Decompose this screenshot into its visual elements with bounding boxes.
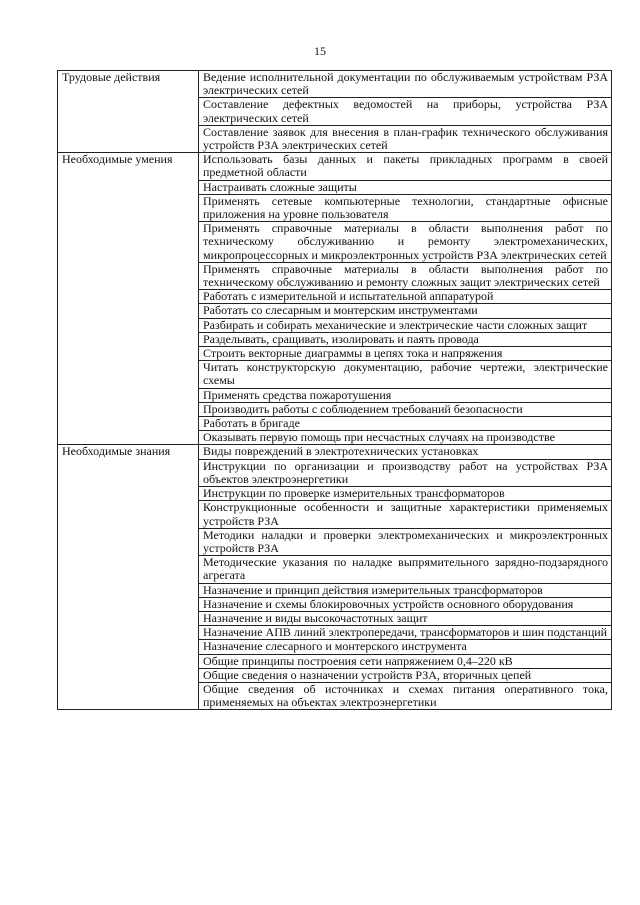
requirement-item: Виды повреждений в электротехнических установках	[199, 445, 612, 459]
requirement-item: Общие сведения об источниках и схемах питания оперативного тока, применяемых на объектах электроэнергетики	[199, 682, 612, 709]
requirement-item: Назначение и принцип действия измерительных трансформаторов	[199, 583, 612, 597]
requirement-item: Строить векторные диаграммы в цепях тока и напряжения	[199, 347, 612, 361]
requirement-item: Работать со слесарным и монтерским инструментами	[199, 304, 612, 318]
requirement-item: Инструкции по организации и производству работ на устройствах РЗА объектов электроэнергетики	[199, 459, 612, 486]
requirement-item: Работать в бригаде	[199, 417, 612, 431]
requirement-item: Инструкции по проверке измерительных трансформаторов	[199, 487, 612, 501]
requirement-item: Общие принципы построения сети напряжением 0,4–220 кВ	[199, 654, 612, 668]
requirement-item: Производить работы с соблюдением требований безопасности	[199, 402, 612, 416]
table-row	[58, 153, 612, 180]
requirement-item: Назначение и виды высокочастотных защит	[199, 611, 612, 625]
table-row	[58, 445, 612, 459]
requirement-item: Применять средства пожаротушения	[199, 388, 612, 402]
requirement-item: Общие сведения о назначении устройств РЗА, вторичных цепей	[199, 668, 612, 682]
requirement-item: Применять справочные материалы в области выполнения работ по техническому обслуживанию и ремонту сложных защит электрических сетей	[199, 262, 612, 289]
requirement-item: Использовать базы данных и пакеты прикладных программ в своей предметной области	[199, 153, 612, 180]
section-label: Необходимые знания	[58, 445, 199, 710]
requirement-item: Составление заявок для внесения в план-график технического обслуживания устройств РЗА электрических сетей	[199, 125, 612, 152]
section-label: Необходимые умения	[58, 153, 199, 445]
requirement-item: Применять сетевые компьютерные технологии, стандартные офисные приложения на уровне пользователя	[199, 194, 612, 221]
requirement-item: Оказывать первую помощь при несчастных случаях на производстве	[199, 431, 612, 445]
requirement-item: Читать конструкторскую документацию, рабочие чертежи, электрические схемы	[199, 361, 612, 388]
requirement-item: Применять справочные материалы в области выполнения работ по техническому обслуживанию и ремонту электромеханических, микропроцессорных и микроэлектронных устройств РЗА электрических сетей	[199, 222, 612, 263]
page-number: 15	[314, 44, 326, 58]
requirement-item: Ведение исполнительной документации по обслуживаемым устройствам РЗА электрических сетей	[199, 71, 612, 98]
requirement-item: Назначение и схемы блокировочных устройств основного оборудования	[199, 597, 612, 611]
table-row	[58, 71, 612, 98]
requirement-item: Назначение слесарного и монтерского инструмента	[199, 640, 612, 654]
requirement-item: Настраивать сложные защиты	[199, 180, 612, 194]
requirement-item: Работать с измерительной и испытательной аппаратурой	[199, 290, 612, 304]
section-label: Трудовые действия	[58, 71, 199, 153]
requirement-item: Составление дефектных ведомостей на приборы, устройства РЗА электрических сетей	[199, 98, 612, 125]
requirements-table	[57, 70, 612, 710]
requirement-item: Назначение АПВ линий электропередачи, трансформаторов и шин подстанций	[199, 626, 612, 640]
requirement-item: Конструкционные особенности и защитные характеристики применяемых устройств РЗА	[199, 501, 612, 528]
requirement-item: Методические указания по наладке выпрямительного зарядно-подзарядного агрегата	[199, 556, 612, 583]
requirement-item: Разделывать, сращивать, изолировать и паять провода	[199, 332, 612, 346]
requirement-item: Методики наладки и проверки электромеханических и микроэлектронных устройств РЗА	[199, 528, 612, 555]
requirement-item: Разбирать и собирать механические и электрические части сложных защит	[199, 318, 612, 332]
